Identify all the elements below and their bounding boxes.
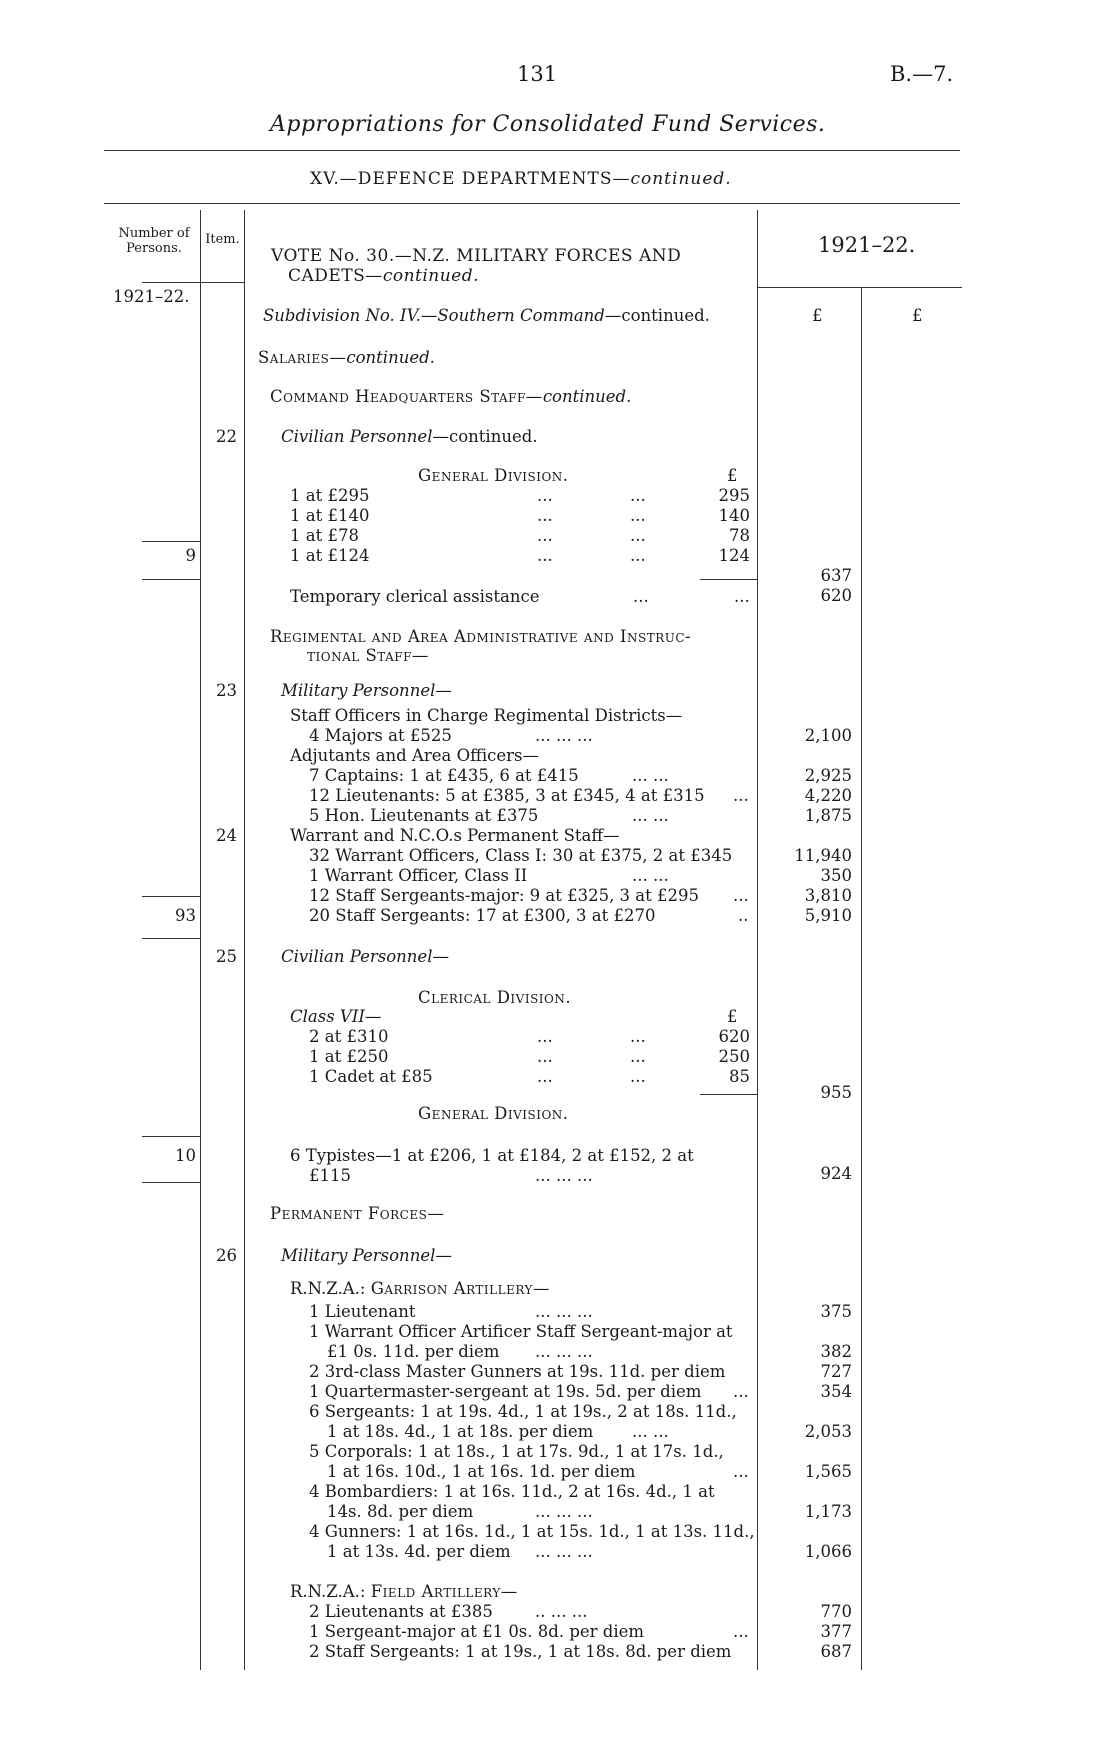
amount: 620	[820, 586, 852, 605]
leader-dots: ...	[537, 506, 553, 525]
leader-dots: ... ...	[632, 866, 669, 885]
amount-header-rule	[757, 287, 962, 288]
amount: 11,940	[794, 846, 852, 865]
amount: 2,925	[804, 766, 852, 785]
item-column-rule	[244, 210, 245, 1670]
leader-dots: ...	[733, 886, 749, 905]
department-heading	[310, 169, 732, 189]
adjutants-row: 12 Lieutenants: 5 at £385, 3 at £345, 4 at £315	[309, 786, 705, 805]
leader-dots: ... ... ...	[535, 1502, 593, 1521]
warrant-nco-row: 12 Staff Sergeants-major: 9 at £325, 3 at £295	[309, 886, 700, 905]
leader-dots: .. ... ...	[535, 1602, 588, 1621]
amount: 1,173	[804, 1502, 852, 1521]
garrison-artillery-prefix: R.N.Z.A.:	[290, 1279, 371, 1298]
persons-rule	[142, 1136, 200, 1137]
table-top-rule	[104, 203, 960, 204]
rate-subtotal: 620	[718, 1027, 750, 1046]
general-division-rate: 1 at £124	[290, 546, 370, 565]
department-heading-main: XV.—DEFENCE DEPARTMENTS—	[310, 169, 631, 189]
general-division-rate: 1 at £78	[290, 526, 359, 545]
amount: 1,875	[804, 806, 852, 825]
staff-officers-row: 4 Majors at £525	[309, 726, 452, 745]
leader-dots: ... ... ...	[535, 1342, 593, 1361]
adjutants-row: 5 Hon. Lieutenants at £375	[309, 806, 539, 825]
amount: 687	[820, 1642, 852, 1661]
leader-dots: ...	[733, 786, 749, 805]
leader-dots: ..	[738, 906, 749, 925]
garrison-row-cont: 1 at 18s. 4d., 1 at 18s. per diem	[327, 1422, 594, 1441]
leader-dots: ... ... ...	[535, 1542, 593, 1561]
warrant-nco-row: 20 Staff Sergeants: 17 at £300, 3 at £270	[309, 906, 656, 925]
civilian-personnel-heading: Civilian Personnel—	[281, 947, 449, 966]
header-rule	[104, 150, 960, 151]
leader-dots: ...	[633, 587, 649, 606]
amount: 382	[820, 1342, 852, 1361]
general-division-rate: 1 at £140	[290, 506, 370, 525]
page-number: 131	[517, 62, 558, 86]
clerical-division-heading: Clerical Division.	[418, 988, 572, 1007]
pound-sub-header: £	[727, 1007, 738, 1026]
leader-dots: ...	[630, 1027, 646, 1046]
persons-count: 10	[175, 1146, 196, 1165]
permanent-forces-heading: Permanent Forces—	[270, 1204, 445, 1223]
persons-rule	[142, 896, 200, 897]
salaries-heading-main: Salaries—	[258, 348, 347, 367]
warrant-nco-row: 1 Warrant Officer, Class II	[309, 866, 528, 885]
garrison-row-cont: 1 at 13s. 4d. per diem	[327, 1542, 511, 1561]
page-title: Appropriations for Consolidated Fund Services.	[270, 112, 826, 137]
leader-dots: ...	[537, 1027, 553, 1046]
leader-dots: ... ...	[632, 766, 669, 785]
subdivision-heading-cont: continued.	[621, 306, 710, 325]
command-hq-heading-main: Command Headquarters Staff—	[270, 387, 543, 406]
vote-title-line-2-main: CADETS—	[288, 266, 383, 286]
leader-dots: ...	[734, 587, 750, 606]
garrison-row: 1 Lieutenant	[309, 1302, 416, 1321]
amount: 637	[820, 566, 852, 585]
amount: 350	[820, 866, 852, 885]
garrison-artillery-title: Garrison Artillery—	[370, 1279, 550, 1298]
amount: 377	[820, 1622, 852, 1641]
leader-dots: ...	[733, 1462, 749, 1481]
leader-dots: ...	[630, 1067, 646, 1086]
item-number: 23	[216, 681, 237, 700]
civilian-personnel-heading	[281, 427, 538, 447]
vote-title-line-1: VOTE No. 30.—N.Z. MILITARY FORCES AND	[271, 246, 682, 266]
persons-rule	[142, 1182, 200, 1183]
vote-title-line-2	[288, 266, 479, 286]
subdivision-heading	[263, 306, 710, 326]
general-division-heading: General Division.	[418, 1104, 569, 1123]
amount: 1,565	[804, 1462, 852, 1481]
leader-dots: ...	[537, 546, 553, 565]
garrison-row: 4 Bombardiers: 1 at 16s. 11d., 2 at 16s. 4d., 1 at	[309, 1482, 715, 1501]
leader-dots: ... ...	[632, 806, 669, 825]
field-row: 1 Sergeant-major at £1 0s. 8d. per diem	[309, 1622, 645, 1641]
warrant-nco-heading: Warrant and N.C.O.s Permanent Staff—	[290, 826, 620, 845]
leader-dots: ...	[630, 506, 646, 525]
garrison-row: 2 3rd-class Master Gunners at 19s. 11d. per diem	[309, 1362, 726, 1381]
subtotal-rule	[700, 579, 757, 580]
garrison-row-cont: 14s. 8d. per diem	[327, 1502, 474, 1521]
garrison-row: 1 Warrant Officer Artificer Staff Sergeant-major at	[309, 1322, 733, 1341]
vote-title-line-2-cont: continued.	[382, 266, 480, 286]
item-header: Item.	[205, 232, 240, 247]
rate-subtotal: 250	[718, 1047, 750, 1066]
amount: 924	[820, 1164, 852, 1183]
persons-count: 9	[185, 546, 196, 565]
leader-dots: ...	[537, 1067, 553, 1086]
leader-dots: ...	[630, 486, 646, 505]
persons-rule	[142, 938, 200, 939]
amount-column-rule	[861, 287, 862, 1670]
rate-subtotal: 85	[729, 1067, 750, 1086]
persons-rule	[142, 541, 200, 542]
leader-dots: ...	[630, 546, 646, 565]
temporary-clerical-label: Temporary clerical assistance	[290, 587, 540, 606]
leader-dots: ...	[733, 1382, 749, 1401]
subtotal-rule	[700, 1094, 757, 1095]
leader-dots: ... ... ...	[535, 726, 593, 745]
document-reference: B.—7.	[890, 62, 954, 86]
leader-dots: ... ... ...	[535, 1302, 593, 1321]
pound-sub-header: £	[727, 466, 738, 485]
amount: 4,220	[804, 786, 852, 805]
military-personnel-heading: Military Personnel—	[281, 681, 452, 700]
persons-year-label: 1921–22.	[113, 287, 190, 306]
rate-subtotal: 295	[718, 486, 750, 505]
garrison-row-cont: £1 0s. 11d. per diem	[327, 1342, 500, 1361]
staff-officers-heading: Staff Officers in Charge Regimental Districts—	[290, 706, 683, 725]
estimate-year-header: 1921–22.	[818, 233, 916, 257]
pound-header-1: £	[812, 306, 823, 325]
persons-rule	[142, 579, 200, 580]
garrison-row: 6 Sergeants: 1 at 19s. 4d., 1 at 19s., 2 at 18s. 11d.,	[309, 1402, 737, 1421]
number-of-persons-header: Number of Persons.	[118, 226, 190, 256]
item-number: 24	[216, 826, 237, 845]
adjutants-row: 7 Captains: 1 at £435, 6 at £415	[309, 766, 579, 785]
civilian-personnel-heading-cont: continued.	[448, 427, 538, 446]
civilian-personnel-heading-main: Civilian Personnel—	[281, 427, 449, 446]
leader-dots: ...	[537, 486, 553, 505]
regimental-heading-line-1: Regimental and Area Administrative and Instruc-	[270, 627, 692, 646]
persons-count: 93	[175, 906, 196, 925]
military-personnel-heading: Military Personnel—	[281, 1246, 452, 1265]
leader-dots: ...	[537, 1047, 553, 1066]
salaries-heading	[258, 348, 435, 368]
garrison-row: 4 Gunners: 1 at 16s. 1d., 1 at 15s. 1d., 1 at 13s. 11d.,	[309, 1522, 755, 1541]
department-heading-cont: continued.	[630, 169, 732, 189]
item-number: 22	[216, 427, 237, 446]
field-artillery-heading	[290, 1582, 518, 1602]
leader-dots: ...	[630, 526, 646, 545]
typistes-line-2: £115	[309, 1166, 351, 1185]
amount: 770	[820, 1602, 852, 1621]
leader-dots: ...	[733, 1622, 749, 1641]
clerical-rate: 1 at £250	[309, 1047, 389, 1066]
salaries-heading-cont: continued.	[346, 348, 435, 367]
general-division-heading: General Division.	[418, 466, 569, 485]
rate-subtotal: 124	[718, 546, 750, 565]
header-sub-rule	[142, 282, 244, 283]
field-row: 2 Staff Sergeants: 1 at 19s., 1 at 18s. 8d. per diem	[309, 1642, 732, 1661]
field-row: 2 Lieutenants at £385	[309, 1602, 493, 1621]
typistes-line-1: 6 Typistes—1 at £206, 1 at £184, 2 at £152, 2 at	[290, 1146, 694, 1165]
class-label: Class VII—	[290, 1007, 382, 1026]
amount: 375	[820, 1302, 852, 1321]
field-artillery-title: Field Artillery—	[370, 1582, 518, 1601]
leader-dots: ... ... ...	[535, 1166, 593, 1185]
regimental-heading-line-2: tional Staff—	[307, 646, 429, 665]
command-hq-heading	[270, 387, 631, 407]
amount: 5,910	[804, 906, 852, 925]
amount: 354	[820, 1382, 852, 1401]
rate-subtotal: 140	[718, 506, 750, 525]
subdivision-heading-main: Subdivision No. IV.—Southern Command—	[263, 306, 622, 325]
adjutants-heading: Adjutants and Area Officers—	[290, 746, 539, 765]
garrison-row: 5 Corporals: 1 at 18s., 1 at 17s. 9d., 1 at 17s. 1d.,	[309, 1442, 724, 1461]
description-column-rule	[757, 210, 758, 1670]
amount: 727	[820, 1362, 852, 1381]
amount: 955	[820, 1083, 852, 1102]
warrant-nco-row: 32 Warrant Officers, Class I: 30 at £375, 2 at £345	[309, 846, 733, 865]
clerical-rate: 1 Cadet at £85	[309, 1067, 433, 1086]
general-division-rate: 1 at £295	[290, 486, 370, 505]
item-number: 25	[216, 947, 237, 966]
leader-dots: ...	[537, 526, 553, 545]
garrison-row-cont: 1 at 16s. 10d., 1 at 16s. 1d. per diem	[327, 1462, 636, 1481]
rate-subtotal: 78	[729, 526, 750, 545]
amount: 1,066	[804, 1542, 852, 1561]
garrison-row: 1 Quartermaster-sergeant at 19s. 5d. per diem	[309, 1382, 702, 1401]
field-artillery-prefix: R.N.Z.A.:	[290, 1582, 371, 1601]
amount: 3,810	[804, 886, 852, 905]
leader-dots: ... ...	[632, 1422, 669, 1441]
leader-dots: ...	[630, 1047, 646, 1066]
amount: 2,053	[804, 1422, 852, 1441]
clerical-rate: 2 at £310	[309, 1027, 389, 1046]
pound-header-2: £	[912, 306, 923, 325]
garrison-artillery-heading	[290, 1279, 550, 1299]
command-hq-heading-cont: continued.	[542, 387, 632, 406]
amount: 2,100	[804, 726, 852, 745]
item-number: 26	[216, 1246, 237, 1265]
